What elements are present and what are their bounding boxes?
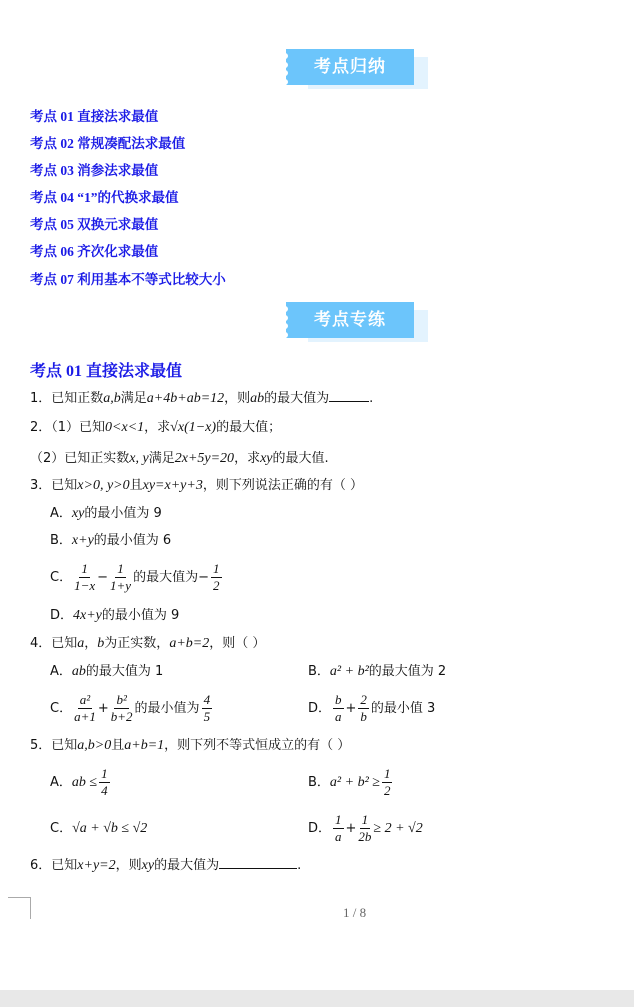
math: 0<x<1 bbox=[105, 420, 145, 435]
toc-item[interactable]: 考点 02 常规凑配法求最值 bbox=[30, 136, 186, 151]
math: a² + b² bbox=[329, 664, 369, 679]
fraction: $\frac{1}{4}$ bbox=[101, 766, 108, 798]
text: 的最大值为 bbox=[133, 570, 199, 585]
option-label: B． bbox=[50, 533, 72, 548]
text: ，则下列不等式恒成立的有（ ） bbox=[164, 738, 351, 753]
math: xy bbox=[141, 858, 155, 873]
text: ，则（ ） bbox=[209, 636, 266, 651]
text: 的最大值. bbox=[272, 451, 329, 466]
fraction: $\frac{4}{5}$ bbox=[203, 692, 211, 724]
math: x>0, y>0 bbox=[77, 478, 130, 493]
fraction: $\frac{1}{1+y}$ bbox=[110, 561, 132, 593]
math: ab bbox=[71, 664, 86, 679]
option-label: C． bbox=[50, 821, 73, 836]
option-d[interactable] bbox=[308, 812, 423, 846]
option-label: D． bbox=[308, 821, 332, 836]
math: a+b=2 bbox=[169, 636, 210, 651]
math: xy bbox=[260, 451, 273, 466]
text: 的最大值； bbox=[216, 420, 282, 435]
text: 2．（1）已知 bbox=[30, 420, 106, 435]
text: ，则 bbox=[115, 858, 142, 873]
math: 4x+y bbox=[73, 608, 102, 623]
math: ab ≤ bbox=[71, 775, 98, 790]
option-d[interactable] bbox=[50, 606, 179, 626]
text: 的最小值为 9 bbox=[101, 608, 180, 623]
text: . bbox=[297, 858, 302, 873]
fraction: $\frac{\text{a²}}{a+1}$ bbox=[74, 692, 96, 724]
option-label: A． bbox=[50, 506, 72, 521]
toc-item[interactable]: 考点 06 齐次化求最值 bbox=[30, 244, 159, 259]
text: 5．已知 bbox=[30, 738, 78, 753]
text: ，则 bbox=[224, 391, 251, 406]
option-label: D． bbox=[308, 701, 332, 716]
option-label: C． bbox=[50, 701, 73, 716]
option-a[interactable] bbox=[50, 766, 112, 800]
math: 2x+5y=20 bbox=[174, 451, 235, 466]
math: xy=x+y+3 bbox=[142, 478, 203, 493]
option-label: D． bbox=[50, 608, 74, 623]
fraction: $\frac{\text{b²}}{b+2}$ bbox=[110, 692, 133, 724]
math: √x(1−x) bbox=[170, 420, 217, 435]
banner-summary-title: 考点归纳 bbox=[286, 49, 414, 85]
text: 的最大值为 bbox=[154, 858, 220, 873]
text: ， bbox=[84, 636, 98, 651]
text: 的最大值为 bbox=[264, 391, 330, 406]
option-c[interactable] bbox=[50, 819, 147, 839]
question-6 bbox=[30, 856, 301, 876]
option-c[interactable] bbox=[50, 692, 214, 726]
text: （2）已知正实数 bbox=[30, 451, 130, 466]
toc-item[interactable]: 考点 03 消参法求最值 bbox=[30, 163, 159, 178]
question-3 bbox=[30, 476, 363, 496]
question-4 bbox=[30, 634, 265, 654]
operator: − bbox=[97, 570, 109, 585]
text: 4．已知 bbox=[30, 636, 78, 651]
operator: + bbox=[345, 821, 357, 836]
option-c[interactable] bbox=[50, 561, 224, 595]
answer-blank bbox=[329, 401, 369, 402]
math: ab bbox=[250, 391, 265, 406]
option-label: A． bbox=[50, 775, 72, 790]
text: 6．已知 bbox=[30, 858, 78, 873]
banner-practice-title: 考点专练 bbox=[286, 302, 414, 338]
option-b[interactable] bbox=[50, 531, 171, 551]
math: x, y bbox=[129, 451, 149, 466]
math: ≥ 2 + √2 bbox=[373, 821, 423, 836]
option-a[interactable] bbox=[50, 662, 163, 682]
option-b[interactable] bbox=[308, 766, 394, 800]
math: a,b bbox=[103, 391, 121, 406]
question-2-part-2 bbox=[30, 449, 329, 469]
toc-item[interactable]: 考点 07 利用基本不等式比较大小 bbox=[30, 272, 226, 287]
page-corner-mark bbox=[8, 897, 31, 919]
answer-blank bbox=[219, 868, 297, 869]
banner-summary bbox=[286, 49, 426, 85]
operator: + bbox=[97, 701, 109, 716]
math: √a + √b ≤ √2 bbox=[72, 821, 148, 836]
text: 的最小值为 bbox=[134, 701, 200, 716]
operator: − bbox=[198, 570, 209, 585]
fraction: $\frac{b}{a}$ bbox=[335, 692, 342, 724]
math: a+4b+ab=12 bbox=[146, 391, 225, 406]
text: 的最小值为 9 bbox=[84, 506, 162, 521]
math: x+y bbox=[71, 533, 94, 548]
text: 的最大值为 2 bbox=[368, 664, 447, 679]
text: 的最小值 3 bbox=[370, 701, 436, 716]
math: a,b>0 bbox=[77, 738, 112, 753]
text: 且 bbox=[129, 478, 143, 493]
text: 满足 bbox=[148, 451, 175, 466]
math: b bbox=[97, 636, 105, 651]
math: a bbox=[77, 636, 85, 651]
fraction: $\frac{2}{b}$ bbox=[360, 692, 367, 724]
option-b[interactable] bbox=[308, 662, 446, 682]
page-number: 1 / 8 bbox=[343, 905, 367, 920]
option-d[interactable] bbox=[308, 692, 435, 726]
option-a[interactable] bbox=[50, 504, 162, 524]
text: 3．已知 bbox=[30, 478, 78, 493]
toc-item[interactable]: 考点 04 “1”的代换求最值 bbox=[30, 190, 179, 205]
viewer-bottom-bar bbox=[0, 990, 634, 1007]
text: 且 bbox=[111, 738, 125, 753]
binder-dots-icon bbox=[282, 306, 290, 340]
question-1 bbox=[30, 389, 373, 409]
toc-item[interactable]: 考点 05 双换元求最值 bbox=[30, 217, 159, 232]
text: 为正实数， bbox=[104, 636, 170, 651]
text: ，则下列说法正确的有（ ） bbox=[202, 478, 363, 493]
math: x+y=2 bbox=[77, 858, 116, 873]
math: xy bbox=[71, 506, 85, 521]
banner-practice bbox=[286, 302, 426, 338]
math: a² + b² ≥ bbox=[329, 775, 380, 790]
fraction: $\frac{1}{2}$ bbox=[383, 766, 391, 798]
question-2-part-1 bbox=[30, 418, 281, 438]
text: 1．已知正数 bbox=[30, 391, 104, 406]
text: 的最小值为 6 bbox=[93, 533, 172, 548]
text: 满足 bbox=[120, 391, 147, 406]
option-label: B． bbox=[308, 664, 330, 679]
option-label: A． bbox=[50, 664, 72, 679]
fraction: $\frac{1}{a}$ bbox=[335, 812, 342, 844]
question-5 bbox=[30, 736, 350, 756]
toc-item[interactable]: 考点 01 直接法求最值 bbox=[30, 109, 159, 124]
option-label: C． bbox=[50, 570, 73, 585]
text: ，求 bbox=[144, 420, 171, 435]
fraction: $\frac{1}{1-x}$ bbox=[74, 561, 96, 593]
math: a+b=1 bbox=[124, 738, 165, 753]
binder-dots-icon bbox=[282, 53, 290, 87]
fraction: $\frac{1}{2b}$ bbox=[358, 812, 372, 844]
option-label: B． bbox=[308, 775, 330, 790]
section-title: 考点 01 直接法求最值 bbox=[30, 363, 183, 380]
fraction: $\frac{1}{2}$ bbox=[213, 561, 220, 593]
text: . bbox=[369, 391, 374, 406]
operator: + bbox=[345, 701, 357, 716]
text: 的最大值为 1 bbox=[85, 664, 164, 679]
text: ，求 bbox=[234, 451, 261, 466]
